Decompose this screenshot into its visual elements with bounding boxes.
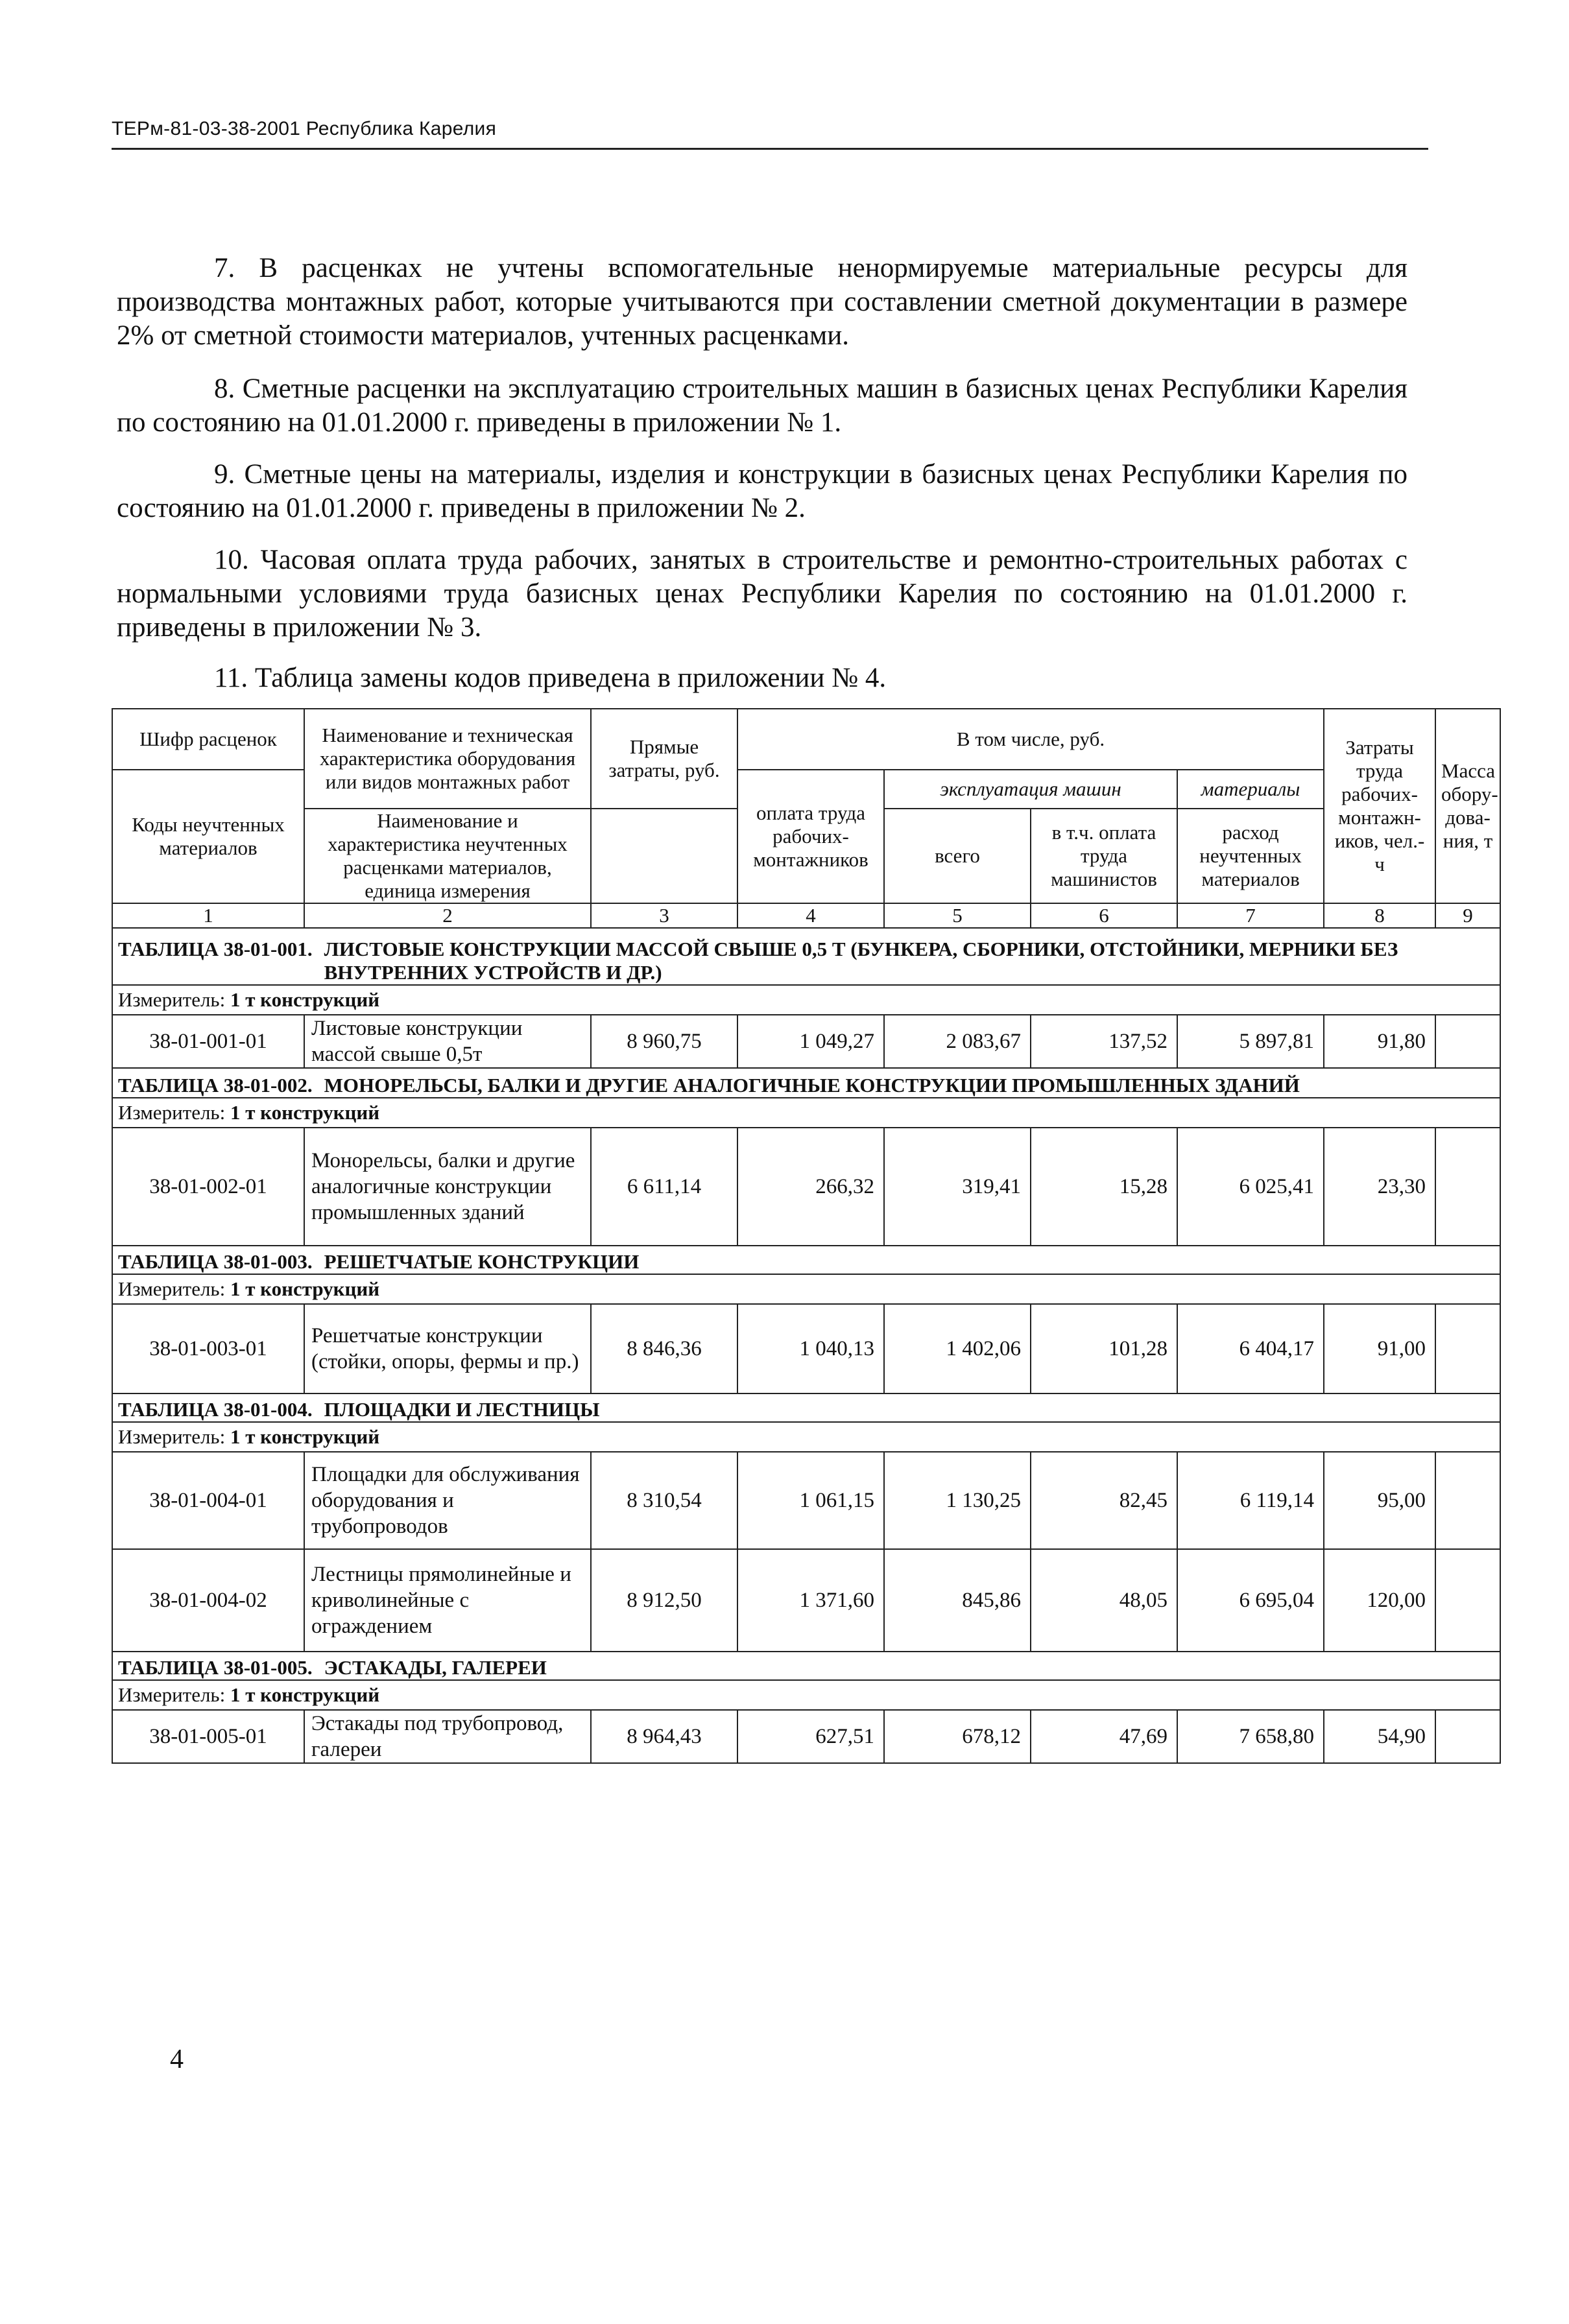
- section-label: ТАБЛИЦА 38-01-004.: [118, 1398, 313, 1421]
- direct-costs: 8 846,36: [591, 1304, 737, 1393]
- rate-code: 38-01-004-02: [112, 1549, 304, 1652]
- section-title-row: [112, 928, 1500, 985]
- header-name-unaccounted: Наименование и характеристика неучтенных расценками материалов, единица измерения: [304, 809, 591, 903]
- column-numbers-row: [112, 903, 1500, 928]
- note-10-text: 10. Часовая оплата труда рабочих, занятых в строительстве и ремонтно-строительных работах с нормальными условиями труда базисных ценах Республики Карелия по состоянию на 01.01.2000 г. приведены в приложении № 3.: [117, 545, 1407, 643]
- meter-label: Измеритель:: [118, 1425, 226, 1448]
- machines-total: 1 402,06: [884, 1304, 1031, 1393]
- header-code: Шифр расценок: [112, 709, 304, 770]
- machines-total: 678,12: [884, 1710, 1031, 1763]
- labor-hours: 120,00: [1324, 1549, 1435, 1652]
- labor-hours: 91,00: [1324, 1304, 1435, 1393]
- meter-cell: [112, 1274, 1500, 1304]
- meter-row: [112, 1680, 1500, 1710]
- meter-label: Измеритель:: [118, 988, 226, 1011]
- materials-cost: 7 658,80: [1177, 1710, 1324, 1763]
- meter-row: [112, 1098, 1500, 1128]
- meter-cell: [112, 1680, 1500, 1710]
- rate-code: 38-01-005-01: [112, 1710, 304, 1763]
- section-title: [118, 1074, 1494, 1097]
- machines-total: 2 083,67: [884, 1015, 1031, 1068]
- direct-costs: 8 964,43: [591, 1710, 737, 1763]
- section-heading: ПЛОЩАДКИ И ЛЕСТНИЦЫ: [324, 1398, 600, 1421]
- section-title-cell: [112, 1393, 1500, 1422]
- header-direct-costs-spacer: [591, 809, 737, 903]
- work-name: Площадки для обслуживания оборудования и трубопроводов: [304, 1452, 591, 1549]
- direct-costs: 8 912,50: [591, 1549, 737, 1652]
- section-title-cell: [112, 1246, 1500, 1274]
- column-number: 7: [1177, 903, 1324, 928]
- materials-cost: 6 695,04: [1177, 1549, 1324, 1652]
- section-label: ТАБЛИЦА 38-01-003.: [118, 1250, 313, 1273]
- rate-code: 38-01-001-01: [112, 1015, 304, 1068]
- note-7-text: 7. В расценках не учтены вспомогательные ненормируемые материальные ресурсы для производства монтажных работ, которые учитываются при составлении сметной документации в размере 2% от сметной стоимости материалов, учтенных расценками.: [117, 253, 1407, 351]
- labor-hours: 54,90: [1324, 1710, 1435, 1763]
- column-number: 4: [737, 903, 884, 928]
- meter-cell: [112, 1098, 1500, 1128]
- meter-row: [112, 985, 1500, 1015]
- meter-row: [112, 1274, 1500, 1304]
- header-equipment-mass: Масса обору-дова-ния, т: [1435, 709, 1500, 903]
- rate-code: 38-01-003-01: [112, 1304, 304, 1393]
- section-title-row: [112, 1246, 1500, 1274]
- section-label: ТАБЛИЦА 38-01-001.: [118, 938, 313, 960]
- section-title-cell: [112, 928, 1500, 985]
- section-title-cell: [112, 1068, 1500, 1098]
- header-name: Наименование и техническая характеристика оборудования или видов монтажных работ: [304, 709, 591, 809]
- note-7: [117, 252, 1407, 353]
- column-number: 1: [112, 903, 304, 928]
- section-title-row: [112, 1393, 1500, 1422]
- section-title: [118, 1250, 1494, 1274]
- note-9-text: 9. Сметные цены на материалы, изделия и конструкции в базисных ценах Республики Карелия по состоянию на 01.01.2000 г. приведены в приложении № 2.: [117, 459, 1407, 523]
- header-codes-unaccounted: Коды неучтенных материалов: [112, 770, 304, 903]
- section-title-row: [112, 1652, 1500, 1680]
- direct-costs: 6 611,14: [591, 1128, 737, 1246]
- machines-total: 1 130,25: [884, 1452, 1031, 1549]
- section-title: [118, 1398, 1494, 1421]
- labor-hours: 95,00: [1324, 1452, 1435, 1549]
- labor-pay: 1 371,60: [737, 1549, 884, 1652]
- machinists-pay: 82,45: [1031, 1452, 1177, 1549]
- note-8: [117, 372, 1407, 440]
- meter-cell: [112, 985, 1500, 1015]
- equipment-mass: [1435, 1128, 1500, 1246]
- header-machines: эксплуатация машин: [884, 770, 1177, 809]
- labor-pay: 1 049,27: [737, 1015, 884, 1068]
- machinists-pay: 47,69: [1031, 1710, 1177, 1763]
- work-name: Эстакады под трубопровод, галереи: [304, 1710, 591, 1763]
- work-name: Решетчатые конструкции (стойки, опоры, фермы и пр.): [304, 1304, 591, 1393]
- labor-pay: 1 061,15: [737, 1452, 884, 1549]
- machinists-pay: 15,28: [1031, 1128, 1177, 1246]
- section-heading: ЛИСТОВЫЕ КОНСТРУКЦИИ МАССОЙ СВЫШЕ 0,5 Т (БУНКЕРА, СБОРНИКИ, ОТСТОЙНИКИ, МЕРНИКИ БЕЗ ВНУТРЕННИХ УСТРОЙСТВ И ДР.): [324, 938, 1398, 984]
- equipment-mass: [1435, 1549, 1500, 1652]
- table-row: [112, 1452, 1500, 1549]
- meter-label: Измеритель:: [118, 1683, 226, 1706]
- section-title: [118, 1656, 1494, 1679]
- header-machinists-pay: в т.ч. оплата труда машинистов: [1031, 809, 1177, 903]
- equipment-mass: [1435, 1015, 1500, 1068]
- running-header: ТЕРм-81-03-38-2001 Республика Карелия: [112, 118, 497, 139]
- materials-cost: 6 119,14: [1177, 1452, 1324, 1549]
- direct-costs: 8 310,54: [591, 1452, 737, 1549]
- meter-label: Измеритель:: [118, 1277, 226, 1300]
- rate-code: 38-01-002-01: [112, 1128, 304, 1246]
- note-10: [117, 543, 1407, 645]
- header-direct-costs: Прямые затраты, руб.: [591, 709, 737, 809]
- table-row: [112, 1304, 1500, 1393]
- direct-costs: 8 960,75: [591, 1015, 737, 1068]
- section-heading: ЭСТАКАДЫ, ГАЛЕРЕИ: [324, 1656, 547, 1679]
- materials-cost: 6 404,17: [1177, 1304, 1324, 1393]
- meter-label: Измеритель:: [118, 1101, 226, 1124]
- work-name: Монорельсы, балки и другие аналогичные конструкции промышленных зданий: [304, 1128, 591, 1246]
- section-label: ТАБЛИЦА 38-01-002.: [118, 1074, 313, 1097]
- table-sections: [112, 928, 1500, 1763]
- note-8-text: 8. Сметные расценки на эксплуатацию строительных машин в базисных ценах Республики Карелия по состоянию на 01.01.2000 г. приведены в приложении № 1.: [117, 374, 1407, 438]
- meter-cell: [112, 1422, 1500, 1452]
- page-number: 4: [170, 2045, 184, 2074]
- header-machines-total: всего: [884, 809, 1031, 903]
- header-labor-pay: оплата труда рабочих-монтажников: [737, 770, 884, 903]
- header-row-1: [112, 709, 1500, 770]
- column-number: 3: [591, 903, 737, 928]
- rate-code: 38-01-004-01: [112, 1452, 304, 1549]
- labor-hours: 91,80: [1324, 1015, 1435, 1068]
- note-11-text: 11. Таблица замены кодов приведена в приложении № 4.: [214, 663, 887, 693]
- meter-unit: 1 т конструкций: [230, 1277, 380, 1300]
- machinists-pay: 137,52: [1031, 1015, 1177, 1068]
- header-materials: материалы: [1177, 770, 1324, 809]
- materials-cost: 5 897,81: [1177, 1015, 1324, 1068]
- equipment-mass: [1435, 1710, 1500, 1763]
- column-number: 6: [1031, 903, 1177, 928]
- header-rule: [112, 148, 1428, 150]
- rates-table: [112, 708, 1501, 1764]
- table-row: [112, 1128, 1500, 1246]
- section-title: [118, 938, 1494, 984]
- machinists-pay: 48,05: [1031, 1549, 1177, 1652]
- labor-pay: 1 040,13: [737, 1304, 884, 1393]
- meter-row: [112, 1422, 1500, 1452]
- machines-total: 319,41: [884, 1128, 1031, 1246]
- header-materials-unaccounted: расход неучтенных материалов: [1177, 809, 1324, 903]
- machines-total: 845,86: [884, 1549, 1031, 1652]
- section-heading: РЕШЕТЧАТЫЕ КОНСТРУКЦИИ: [324, 1250, 640, 1273]
- column-number: 9: [1435, 903, 1500, 928]
- equipment-mass: [1435, 1304, 1500, 1393]
- table-row: [112, 1549, 1500, 1652]
- labor-hours: 23,30: [1324, 1128, 1435, 1246]
- meter-unit: 1 т конструкций: [230, 988, 380, 1011]
- header-labor-costs: Затраты труда рабочих-монтажн-иков, чел.-ч: [1324, 709, 1435, 903]
- section-label: ТАБЛИЦА 38-01-005.: [118, 1656, 313, 1679]
- column-number: 2: [304, 903, 591, 928]
- header-including: В том числе, руб.: [737, 709, 1324, 770]
- meter-unit: 1 т конструкций: [230, 1683, 380, 1706]
- work-name: Лестницы прямолинейные и криволинейные с ограждением: [304, 1549, 591, 1652]
- work-name: Листовые конструкции массой свыше 0,5т: [304, 1015, 591, 1068]
- section-title-cell: [112, 1652, 1500, 1680]
- note-9: [117, 458, 1407, 525]
- section-title-row: [112, 1068, 1500, 1098]
- note-11: [117, 661, 1407, 695]
- table-row: [112, 1015, 1500, 1068]
- meter-unit: 1 т конструкций: [230, 1425, 380, 1448]
- column-number: 5: [884, 903, 1031, 928]
- column-number: 8: [1324, 903, 1435, 928]
- meter-unit: 1 т конструкций: [230, 1101, 380, 1124]
- labor-pay: 627,51: [737, 1710, 884, 1763]
- labor-pay: 266,32: [737, 1128, 884, 1246]
- table-row: [112, 1710, 1500, 1763]
- equipment-mass: [1435, 1452, 1500, 1549]
- machinists-pay: 101,28: [1031, 1304, 1177, 1393]
- section-heading: МОНОРЕЛЬСЫ, БАЛКИ И ДРУГИЕ АНАЛОГИЧНЫЕ КОНСТРУКЦИИ ПРОМЫШЛЕННЫХ ЗДАНИЙ: [324, 1074, 1300, 1097]
- materials-cost: 6 025,41: [1177, 1128, 1324, 1246]
